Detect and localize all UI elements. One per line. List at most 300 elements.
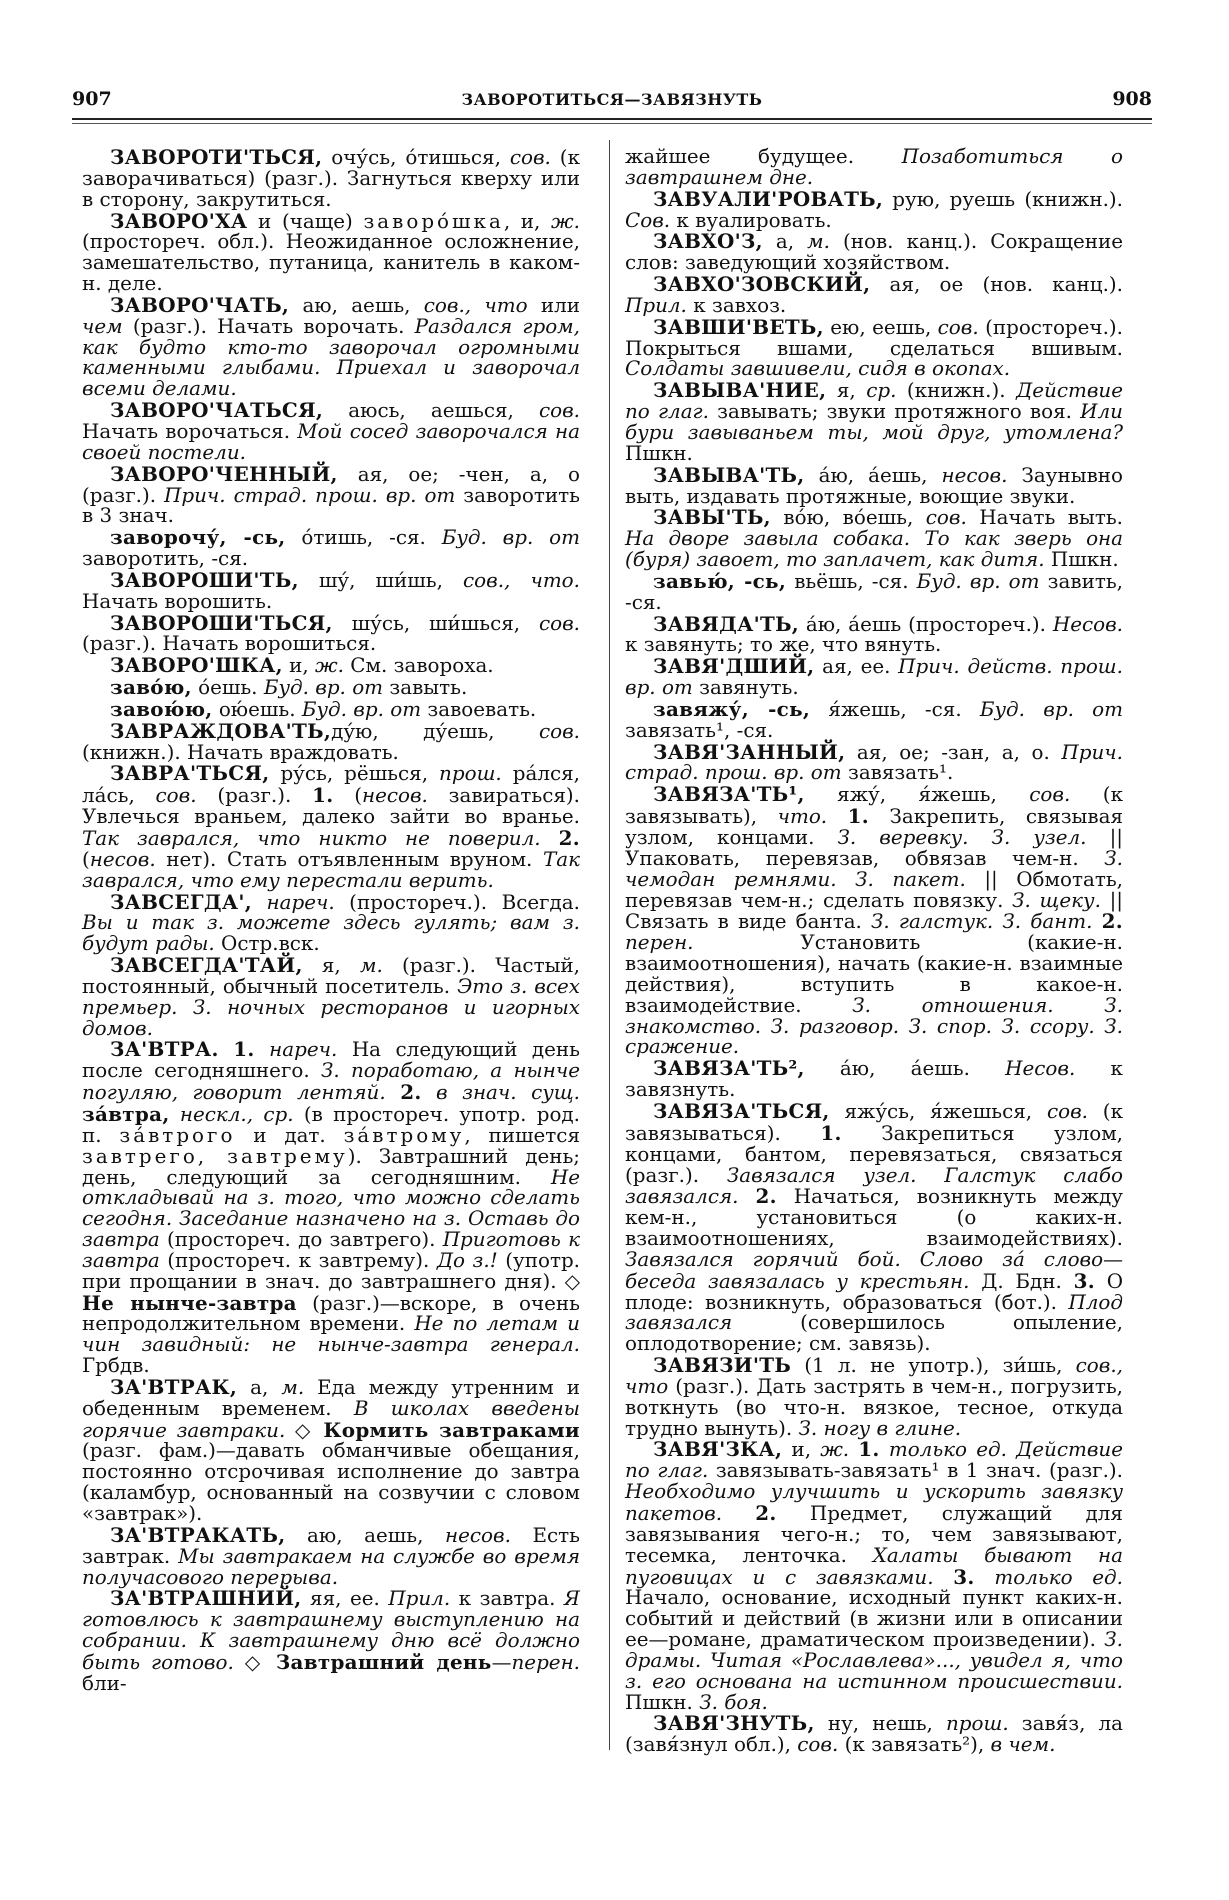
entry-italic-text: Буд. вр. от	[979, 697, 1123, 721]
entry-text	[738, 1185, 755, 1208]
entry-text: и,	[782, 1438, 821, 1462]
entry-headword: ЗАВОРОТИ'ТЬСЯ,	[110, 145, 323, 169]
entry-text: О плоде: возникнуть, образоваться (бот.).	[625, 1269, 1124, 1314]
header-rule-thin	[72, 123, 1152, 124]
entry-text: ). Завтрашний день; день, следующий за сегодняшним.	[82, 1144, 580, 1189]
entry-text: (простореч.). Всегда.	[334, 890, 580, 914]
dictionary-entry	[625, 462, 1123, 508]
header-rule	[72, 118, 1152, 120]
entry-text: о́ешь.	[191, 676, 264, 700]
entry-spaced-text: за́втрому	[343, 1123, 465, 1147]
entry-text: ая, ее.	[814, 655, 899, 679]
dictionary-entry	[625, 1713, 1123, 1756]
entry-bold-text: Завтрашний день	[275, 1649, 492, 1674]
entry-text: завить, -ся.	[625, 569, 1123, 614]
entry-text: ду́ю, ду́ешь,	[331, 719, 539, 743]
entry-text: (1 л. не употр.), зи́шь,	[791, 1354, 1076, 1378]
entry-italic-text: перен.	[511, 1650, 580, 1674]
entry-text: (разг.). Начать ворочать.	[122, 314, 415, 338]
entry-text: к завтра.	[450, 1587, 564, 1611]
entry-text: завязывать-завязать¹ в 1 знач. (разг.).	[708, 1459, 1123, 1483]
entry-text: аюсь, аешься,	[323, 399, 539, 423]
entry-italic-text: Вы и так з. можете здесь гулять; вам з. будут рады.	[82, 911, 580, 956]
entry-text: || Обмотать, перевязав чем-н.; сделать повязку.	[625, 867, 1123, 912]
entry-text: Пшкн.	[625, 441, 693, 465]
dictionary-entry	[82, 400, 580, 464]
dictionary-entry	[625, 314, 1123, 381]
entry-italic-text: м.	[807, 230, 830, 254]
page-number-right: 908	[1112, 88, 1152, 110]
column-divider	[609, 140, 610, 1750]
dictionary-entry	[625, 231, 1123, 274]
dictionary-entry	[625, 186, 1123, 232]
running-head: ЗАВОРОТИТЬСЯ—ЗАВЯЗНУТЬ	[461, 90, 763, 109]
entry-bold-text: 1.	[820, 1120, 842, 1145]
right-column	[625, 147, 1123, 1756]
entry-italic-text: сов.	[538, 399, 580, 423]
entry-spaced-text: заворо́шка	[363, 209, 504, 233]
entry-italic-text: Или бури завываньем ты, мой друг, утомлена?	[625, 400, 1123, 444]
entry-text: нет). Стать отъявленным вруном.	[155, 847, 543, 871]
entry-text: ру́сь, рёшься,	[269, 762, 440, 786]
dictionary-entry	[82, 655, 580, 677]
dictionary-entry	[82, 610, 580, 656]
entry-text: (простореч.). Покрыться вшами, сделаться вшивым.	[625, 315, 1123, 360]
entry-italic-text: Мой сосед заворочался на своей постели.	[82, 419, 580, 464]
entry-italic-text: Завязался горячий бой. Слово за́ слово—беседа завязалась у крестьян.	[625, 1247, 1123, 1293]
entry-italic-text: только ед. Действие по глаг.	[625, 1438, 1123, 1483]
entry-bold-text: 1.	[858, 1437, 880, 1462]
entry-italic-text: Прил.	[388, 1587, 451, 1611]
entry-italic-text: м.	[281, 1375, 305, 1399]
entry-headword: ЗАВОРО'ЧАТЬСЯ,	[110, 398, 324, 423]
entry-italic-text: З. чемодан ремнями. З. пакет.	[625, 846, 1123, 891]
entry-text: или	[527, 293, 580, 317]
entry-headword: ЗАВОРОШИ'ТЬСЯ,	[110, 610, 333, 635]
entry-italic-text: ср.	[866, 379, 897, 403]
entry-italic-text: Так заврался, что ему перестали верить.	[82, 847, 580, 892]
entry-headword: ЗАВРАЖДОВА'ТЬ,	[110, 718, 332, 743]
entry-text: завыть.	[383, 676, 468, 700]
entry-headword: ЗАВОРО'ЧЕННЫЙ,	[110, 461, 338, 486]
entry-text: (совершилось опыление, оплодотворение; см. завязь).	[625, 1311, 1123, 1356]
entry-headword: ЗАВЯЗИ'ТЬ	[653, 1353, 792, 1378]
entry-text: ею, еешь,	[823, 315, 938, 339]
entry-italic-text: З. отношения. З. знакомство. З. разговор. З. спор. З. ссору. З. сражение.	[625, 993, 1123, 1059]
entry-italic-text: Раздался гром, как будто кто-то заворочал огромными каменными глыбами. Приехал и заворочал всеми делами.	[82, 314, 580, 401]
entry-spaced-text: завтрего, завтрему	[82, 1144, 348, 1168]
dictionary-entry	[625, 147, 1123, 189]
entry-headword: ЗАВОРО'ХА	[110, 208, 248, 233]
entry-text: завязать¹.	[841, 761, 954, 785]
entry-italic-text: прош.	[439, 762, 502, 786]
entry-text: , и,	[503, 209, 552, 233]
entry-bold-text: 1.	[312, 783, 334, 808]
entry-text: (книжн.). Начать враждовать.	[82, 740, 399, 764]
entry-italic-text: Прил.	[625, 293, 687, 317]
entry-italic-text: чем	[82, 314, 123, 338]
entry-text	[219, 1038, 234, 1061]
entry-headword: ЗАВЯДА'ТЬ,	[653, 611, 800, 636]
entry-italic-text: Буд. вр. от	[263, 676, 384, 700]
entry-text: (разг.). Дать застрять в чем-н., погрузить, воткнуть (во что-н. вязкое, тесное, откуда трудно вынуть).	[625, 1374, 1123, 1440]
left-column	[82, 147, 580, 1695]
entry-italic-text: в чем.	[990, 1733, 1056, 1757]
entry-bold-text: 2.	[755, 1501, 777, 1525]
entry-italic-text: З. галстук. З. бант.	[871, 910, 1093, 934]
dictionary-entry	[82, 889, 580, 956]
entry-text: (разг.)—вскоре, в очень непродолжительном времени.	[82, 1291, 580, 1336]
dictionary-entry	[82, 147, 580, 211]
entry-headword: ЗАВЫВА'НИЕ,	[653, 378, 827, 403]
entry-text: Закрепиться узлом, концами, бантом, перевязаться, связаться (разг.).	[625, 1121, 1123, 1187]
entry-text: (простореч. до завтрего).	[159, 1228, 443, 1252]
entry-text: жайшее будущее.	[625, 145, 902, 168]
entry-headword: ЗАВЯЗА'ТЬ²,	[653, 1056, 805, 1081]
entry-italic-text: На дворе завыла собака. То как зверь она (буря) завоет, то заплачет, как дитя.	[625, 527, 1123, 572]
dictionary-entry	[625, 611, 1123, 657]
entry-italic-text: З. поработаю, а нынче погуляю, говорит лентяй.	[82, 1059, 581, 1105]
entry-italic-text: Так заврался, что никто не поверил.	[82, 827, 541, 850]
entry-italic-text: несов.	[361, 784, 428, 808]
entry-headword: ЗАВОРО'ШКА,	[110, 653, 283, 678]
entry-headword: завою́ю,	[110, 696, 213, 721]
entry-italic-text: Буд. вр. от	[916, 569, 1040, 593]
entry-text: (книжн.).	[896, 379, 1017, 403]
dictionary-entry	[625, 568, 1123, 614]
entry-headword: заво́ю,	[110, 675, 192, 700]
entry-text: и (чаще)	[247, 209, 364, 233]
entry-italic-text: сов.	[1029, 783, 1071, 807]
entry-italic-text: Это з. всех премьер. З. ночных ресторанов и игорных домов.	[82, 974, 580, 1040]
entry-italic-text: В школах введены горячие завтраки.	[82, 1396, 580, 1442]
entry-headword: ЗА'ВТРАШНИЙ,	[110, 1586, 302, 1611]
entry-italic-text: Действие по глаг.	[625, 379, 1123, 424]
entry-italic-text: Сов.	[625, 208, 671, 232]
entry-italic-text: ж.	[551, 209, 580, 233]
entry-headword: ЗАВСЕГДА'ТАЙ,	[110, 953, 303, 978]
entry-text: || Упаковать, перевязав, обвязав чем-н.	[625, 826, 1124, 870]
entry-italic-text: Несов.	[1005, 1057, 1076, 1081]
entry-text: очу́сь, о́тишься,	[322, 146, 510, 169]
dictionary-entry	[625, 1355, 1123, 1439]
dictionary-entry	[82, 208, 580, 296]
entry-headword: ЗА'ВТРА.	[110, 1037, 219, 1062]
entry-text: Начать ворочаться.	[82, 419, 298, 443]
entry-text: Есть завтрак.	[82, 1523, 580, 1568]
entry-italic-text: Позаботиться о завтрашнем дне.	[625, 145, 1123, 189]
entry-italic-text: прош.	[945, 1712, 1009, 1736]
dictionary-entry	[625, 1439, 1123, 1713]
entry-italic-text: несов.	[941, 463, 1008, 487]
entry-text: Начаться, возникнуть между кем-н., установиться (о каких-н. взаимоотношениях, взаимодействиях).	[625, 1185, 1124, 1251]
entry-headword: ЗАВУАЛИ'РОВАТЬ,	[653, 186, 884, 211]
entry-italic-text: что.	[777, 805, 828, 829]
entry-italic-text: Буд. вр. от	[441, 526, 580, 550]
entry-headword: ЗА'ВТРАК,	[110, 1374, 238, 1399]
dictionary-entry	[82, 955, 580, 1039]
entry-headword: ЗАВШИ'ВЕТЬ,	[653, 314, 824, 339]
entry-text: ◇	[285, 1418, 324, 1442]
entry-text: к завязнуть.	[625, 1057, 1123, 1102]
entry-text: ая, ое (нов. канц.).	[870, 273, 1123, 297]
entry-text: Д. Бдн.	[969, 1269, 1074, 1293]
entry-text: я,	[302, 954, 360, 978]
entry-headword: ЗАВЯЗА'ТЬ¹,	[653, 782, 805, 807]
entry-text: (разг.). Начать ворошиться.	[82, 632, 377, 656]
entry-text	[827, 805, 847, 828]
dictionary-entry	[82, 696, 580, 721]
entry-text: а,	[237, 1375, 282, 1399]
entry-text: (к завязать²),	[838, 1733, 991, 1757]
entry-headword: заворочу́, -сь,	[110, 525, 286, 550]
entry-bold-text: Кормить завтраками	[323, 1417, 580, 1442]
entry-text: шу́сь, ши́шься,	[332, 611, 539, 635]
entry-italic-text: З. ногу в глине.	[798, 1416, 962, 1440]
entry-headword: ЗАВОРО'ЧАТЬ,	[110, 292, 290, 317]
dictionary-entry	[82, 461, 580, 528]
entry-headword: ЗАВЯ'ЗАННЫЙ,	[653, 739, 846, 764]
entry-text: шу́, ши́шь,	[298, 568, 464, 592]
entry-italic-text: нескл., ср.	[179, 1102, 294, 1126]
entry-italic-text: З. веревку. З. узел.	[837, 826, 1087, 849]
entry-text: завоевать.	[421, 697, 537, 721]
dictionary-entry	[82, 1039, 580, 1377]
entry-text: (разг. фам.)—давать обманчивые обещания, постоянно отсрочивая исполнение до завтра (каламбур, основанный на созвучии с словом «завтрак»).	[82, 1439, 580, 1525]
entry-italic-text: До з.!	[436, 1248, 498, 1272]
page-number-left: 907	[72, 88, 112, 110]
entry-italic-text: сов., что.	[463, 568, 580, 592]
entry-text: Остр.вск.	[214, 932, 320, 956]
entry-text: завывать; звуки протяжного воя.	[708, 400, 1081, 424]
entry-headword: завью́, -сь,	[653, 568, 787, 593]
page-header	[72, 88, 1152, 118]
entry-italic-text: Плод завязался	[625, 1290, 1123, 1335]
entry-italic-text: нареч.	[266, 890, 335, 914]
entry-text: Заунывно выть, издавать протяжные, воющие звуки.	[625, 463, 1123, 508]
entry-text: См. заворохa.	[343, 654, 494, 678]
entry-italic-text: Я готовлюсь к завтрашнему выступлению на собрании. К завтрашнему дню всё должно быть готово.	[82, 1587, 580, 1674]
entry-italic-text: Буд. вр. от	[301, 697, 422, 721]
entry-text: Начать выть.	[966, 506, 1123, 530]
entry-italic-text: ж.	[820, 1438, 850, 1462]
dictionary-entry	[82, 1588, 580, 1694]
entry-text: (разг.).	[196, 784, 313, 808]
entry-text: заворотить в 3 знач.	[82, 483, 580, 528]
dictionary-entry	[625, 507, 1123, 571]
entry-text: яжу́, я́жешь,	[804, 783, 1030, 807]
dictionary-entry	[82, 1522, 580, 1589]
entry-text	[255, 1038, 270, 1061]
entry-text: Начать ворошить.	[82, 589, 273, 613]
entry-headword: ЗАВЯ'ДШИЙ,	[653, 654, 815, 679]
entry-headword: ЗАВЯЗА'ТЬСЯ,	[653, 1098, 830, 1123]
dictionary-entry	[625, 274, 1123, 317]
entry-text: (	[333, 784, 362, 808]
entry-bold-text: 3.	[953, 1564, 975, 1589]
entry-spaced-text: за́втрого	[119, 1123, 236, 1147]
entry-text: Предмет, служащий для завязывания чего-н.; то, чем завязывают, тесемка, ленточка.	[625, 1502, 1123, 1567]
entry-bold-text: 2.	[755, 1184, 777, 1209]
entry-text: завянуть.	[692, 676, 799, 700]
entry-text	[975, 1566, 995, 1589]
entry-italic-text: Приготовь к завтра	[82, 1228, 580, 1272]
entry-italic-text: Не по летам и чин завидный: не нынче-завтра генерал.	[82, 1312, 580, 1357]
entry-italic-text: Мы завтракаем на службе во время получасового перерыва.	[82, 1544, 580, 1589]
dictionary-entry	[82, 567, 580, 613]
entry-text: ра́лся, ла́сь,	[82, 762, 580, 808]
entry-headword: ЗАВОРОШИ'ТЬ,	[110, 567, 299, 592]
entry-text: (к завязывать),	[625, 783, 1123, 829]
entry-italic-text: Несов.	[1052, 612, 1123, 636]
entry-text: заворотить, -ся.	[82, 547, 249, 571]
entry-text: || Связать в виде банта.	[625, 888, 1123, 934]
entry-text: аю, аешь,	[289, 293, 424, 317]
entry-bold-text: 2.	[400, 1080, 422, 1105]
entry-text: (простореч. обл.). Неожиданное осложнение, замешательство, путаница, канитель в каком-н. деле.	[82, 230, 580, 296]
entry-text: а́ю, а́ешь.	[804, 1057, 1006, 1081]
entry-headword: ЗА'ВТРАКАТЬ,	[110, 1522, 286, 1547]
entry-text: во́ю, во́ешь,	[770, 506, 926, 530]
entry-text	[849, 1438, 858, 1461]
entry-text: к завхоз.	[686, 293, 787, 317]
entry-text: Грбдв.	[82, 1354, 150, 1378]
entry-bold-text: 3.	[1073, 1268, 1095, 1293]
entry-text: (употр. при прощании в знач. до завтрашнего дня). ◇	[82, 1248, 580, 1293]
dictionary-entry	[625, 784, 1123, 1058]
entry-text: Еда между утренним и обеденным временем.	[82, 1375, 581, 1420]
entry-headword: ЗАВРА'ТЬСЯ,	[110, 761, 270, 786]
entry-text	[252, 891, 267, 914]
entry-italic-text: сов.	[155, 784, 197, 808]
entry-italic-text: сов.	[538, 611, 580, 635]
entry-text	[934, 1566, 954, 1589]
entry-text	[386, 1081, 400, 1104]
entry-text	[170, 1103, 180, 1126]
entry-text: (к заворачиваться) (разг.). Загнуться кверху или в сторону, закрутиться.	[82, 146, 580, 211]
entry-italic-text: в знач. сущ.	[436, 1081, 581, 1105]
dictionary-entry	[625, 739, 1123, 785]
entry-text: и,	[282, 654, 316, 678]
entry-text: Закрепить, связывая узлом, концами.	[625, 805, 1123, 849]
dictionary-entry	[82, 1374, 581, 1525]
entry-italic-text: сов.	[937, 315, 979, 339]
dictionary-entry	[82, 763, 580, 891]
entry-italic-text: несов.	[89, 847, 156, 871]
dictionary-entry	[625, 656, 1123, 699]
dictionary-entry	[625, 696, 1123, 742]
entry-italic-text: Необходимо улучшить и ускорить завязку пакетов.	[625, 1480, 1123, 1525]
entry-text: аю, аешь,	[285, 1523, 446, 1547]
entry-text: к вуалировать.	[670, 208, 832, 232]
dictionary-entry	[82, 292, 580, 401]
entry-headword: ЗАВЫВА'ТЬ,	[653, 462, 805, 487]
entry-headword: завяжу́, -сь,	[653, 696, 811, 721]
dictionary-entry	[625, 380, 1123, 464]
entry-text	[722, 1502, 755, 1525]
entry-text: завя́з, ла (завя́знул обл.),	[625, 1712, 1123, 1757]
entry-italic-text: Прич. действ. прош. вр. от	[625, 655, 1123, 700]
entry-text: завираться). Увлечься враньем, далеко зайти во вранье.	[82, 784, 580, 829]
entry-text: (к завязываться).	[625, 1099, 1123, 1145]
entry-bold-text: 2.	[1101, 909, 1124, 934]
entry-text: ну, нешь,	[814, 1712, 946, 1736]
entry-text: На следующий день после сегодняшнего.	[82, 1038, 580, 1083]
entry-bold-text: Не нынче-завтра	[82, 1290, 297, 1315]
dictionary-entry	[82, 527, 580, 570]
entry-italic-text: сов., что	[625, 1354, 1123, 1398]
entry-headword: ЗАВСЕГДА',	[110, 889, 252, 914]
entry-italic-text: ж.	[315, 654, 344, 678]
entry-text: , пишется	[464, 1123, 580, 1147]
entry-italic-text: сов.	[925, 506, 967, 530]
entry-italic-text: сов.	[509, 146, 551, 169]
entry-text: яжу́сь, я́жешься,	[829, 1099, 1047, 1123]
entry-italic-text: З. драмы. Читая «Рославлева»..., увидел я, что з. его основана на истинном происшествии.	[625, 1628, 1123, 1693]
entry-italic-text: Прич. страд. прош. вр. от	[164, 483, 456, 507]
entry-italic-text: Халаты бывают на пуговицах и с завязками.	[625, 1543, 1123, 1589]
entry-text: рую, руешь (книжн.).	[883, 187, 1123, 211]
entry-text: Установить (какие-н. взаимоотношения), начать (какие-н. взаимные действия), вступить в какое-н. взаимодействие.	[625, 931, 1123, 1017]
entry-italic-text: м.	[359, 954, 383, 978]
entry-text: Пшкн.	[625, 1690, 700, 1714]
entry-italic-text: сов.	[538, 719, 580, 743]
entry-italic-text: З. щеку.	[1012, 888, 1101, 912]
entry-italic-text: Прич. страд. прош. вр. от	[625, 740, 1123, 785]
entry-italic-text: З. боя.	[699, 1690, 768, 1714]
entry-text	[422, 1081, 436, 1104]
dictionary-entry	[625, 1098, 1124, 1356]
entry-text	[541, 827, 559, 850]
entry-text: ою́ешь.	[212, 697, 302, 721]
entry-text: я,	[826, 379, 867, 403]
entry-italic-text: сов.	[797, 1733, 839, 1757]
entry-headword: ЗАВЫ'ТЬ,	[653, 505, 771, 530]
entry-text	[880, 1438, 889, 1461]
entry-text: (разг.). Частый, постоянный, обычный посетитель.	[82, 954, 580, 998]
entry-italic-text: сов.	[1046, 1099, 1088, 1123]
entry-text: вьёшь, -ся.	[786, 569, 917, 593]
entry-text: о́тишь, -ся.	[285, 526, 442, 550]
entry-italic-text: перен.	[625, 931, 694, 955]
entry-headword: ЗАВХО'З,	[653, 229, 763, 254]
entry-text: и дат.	[235, 1123, 344, 1147]
dictionary-entry	[82, 718, 580, 764]
entry-text: ая, ое; -зан, а, о.	[845, 740, 1062, 764]
entry-bold-text: 1.	[233, 1037, 255, 1062]
entry-text: ◇	[233, 1650, 276, 1674]
entry-text: к завянуть; то же, что вянуть.	[625, 633, 942, 657]
entry-text: —	[491, 1650, 512, 1674]
entry-italic-text: нареч.	[269, 1038, 338, 1062]
entry-text: а́ю, а́ешь (простореч.).	[799, 612, 1053, 636]
entry-text: ая, ое; -чен, а, о (разг.).	[82, 462, 580, 507]
entry-text: Начало, основание, исходный пункт каких-н. событий и действий (в жизни или в описании ее—романе, драматическом произведении).	[625, 1586, 1123, 1652]
entry-text: я́жешь, -ся.	[810, 697, 980, 721]
entry-text: бли-	[82, 1671, 127, 1695]
dictionary-entry	[625, 1058, 1123, 1101]
entry-italic-text: только ед.	[994, 1565, 1123, 1589]
entry-italic-text: несов.	[445, 1523, 511, 1547]
entry-headword: ЗАВЯ'ЗНУТЬ,	[653, 1711, 815, 1736]
entry-text: (	[82, 847, 90, 871]
entry-headword: ЗАВЯ'ЗКА,	[653, 1437, 783, 1462]
entry-text: Пшкн.	[1044, 548, 1119, 572]
dictionary-entry	[82, 677, 580, 699]
entry-headword: ЗАВХО'ЗОВСКИЙ,	[653, 272, 871, 297]
entry-bold-text: за́втра,	[82, 1101, 170, 1126]
entry-bold-text: 1.	[847, 804, 869, 829]
